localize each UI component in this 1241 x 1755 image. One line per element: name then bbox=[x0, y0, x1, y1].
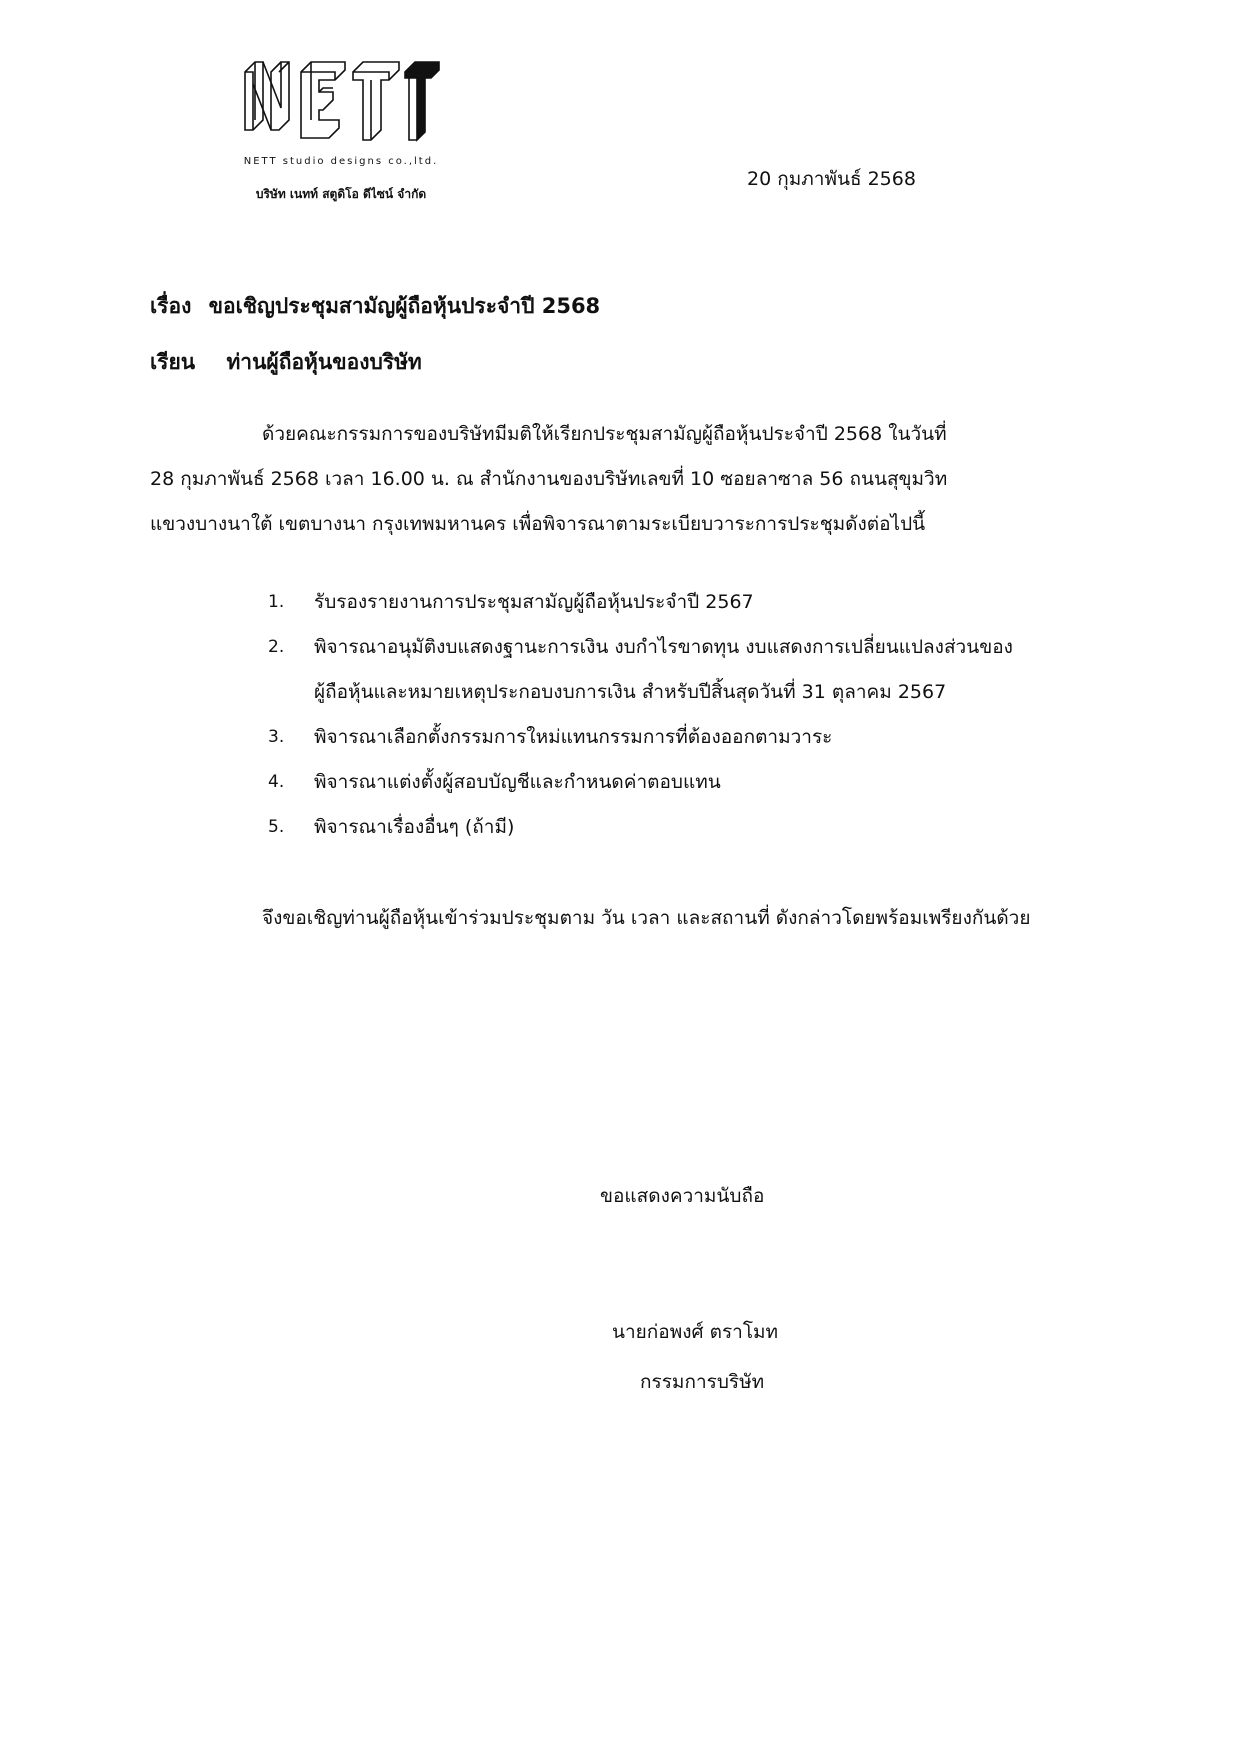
agenda-list bbox=[268, 580, 1088, 850]
agenda-item bbox=[268, 715, 1088, 760]
company-name-thai: บริษัท เนทท์ สตูดิโอ ดีไซน์ จำกัด bbox=[255, 187, 427, 201]
closing-paragraph: จึงขอเชิญท่านผู้ถือหุ้นเข้าร่วมประชุมตาม วัน เวลา และสถานที่ ดังกล่าวโดยพร้อมเพรียงกันด้วย bbox=[262, 907, 1031, 929]
signer-name: นายก่อพงศ์ ตราโมท bbox=[612, 1321, 779, 1343]
agenda-text: พิจารณาเรื่องอื่นๆ (ถ้ามี) bbox=[314, 816, 515, 838]
agenda-item bbox=[268, 760, 1088, 805]
subject-line bbox=[150, 290, 600, 323]
company-tagline: NETT studio designs co.,ltd. bbox=[243, 156, 439, 167]
agenda-number: 5. bbox=[268, 817, 285, 837]
addressee-text: ท่านผู้ถือหุ้นของบริษัท bbox=[226, 350, 422, 374]
letterhead bbox=[225, 58, 457, 204]
agenda-text: พิจารณาอนุมัติงบแสดงฐานะการเงิน งบกำไรขาดทุน งบแสดงการเปลี่ยนแปลงส่วนของ bbox=[314, 636, 1013, 658]
agenda-item bbox=[268, 805, 1088, 850]
agenda-text: ผู้ถือหุ้นและหมายเหตุประกอบงบการเงิน สำหรับปีสิ้นสุดวันที่ 31 ตุลาคม 2567 bbox=[314, 681, 947, 703]
agenda-number: 1. bbox=[268, 592, 285, 612]
subject-label: เรื่อง bbox=[150, 294, 192, 318]
addressee-line bbox=[150, 346, 422, 379]
agenda-item bbox=[268, 580, 1088, 625]
agenda-text: พิจารณาเลือกตั้งกรรมการใหม่แทนกรรมการที่ต้องออกตามวาระ bbox=[314, 726, 833, 748]
body-paragraph bbox=[150, 412, 1090, 547]
body-line: ด้วยคณะกรรมการของบริษัทมีมติให้เรียกประชุมสามัญผู้ถือหุ้นประจำปี 2568 ในวันที่ bbox=[262, 423, 947, 445]
signer-title: กรรมการบริษัท bbox=[640, 1371, 765, 1393]
addressee-label: เรียน bbox=[150, 350, 196, 374]
agenda-number: 4. bbox=[268, 772, 285, 792]
agenda-text: พิจารณาแต่งตั้งผู้สอบบัญชีและกำหนดค่าตอบแทน bbox=[314, 771, 721, 793]
agenda-number: 2. bbox=[268, 637, 285, 657]
body-line: แขวงบางนาใต้ เขตบางนา กรุงเทพมหานคร เพื่อพิจารณาตามระเบียบวาระการประชุมดังต่อไปนี้ bbox=[150, 513, 926, 535]
regards-text: ขอแสดงความนับถือ bbox=[600, 1185, 765, 1207]
body-line: 28 กุมภาพันธ์ 2568 เวลา 16.00 น. ณ สำนักงานของบริษัทเลขที่ 10 ซอยลาซาล 56 ถนนสุขุมวิท bbox=[150, 468, 948, 490]
agenda-item bbox=[268, 625, 1088, 715]
agenda-number: 3. bbox=[268, 727, 285, 747]
agenda-text: รับรองรายงานการประชุมสามัญผู้ถือหุ้นประจำปี 2567 bbox=[314, 591, 754, 613]
nett-logo bbox=[241, 58, 441, 150]
letter-date: 20 กุมภาพันธ์ 2568 bbox=[747, 168, 916, 190]
subject-text: ขอเชิญประชุมสามัญผู้ถือหุ้นประจำปี 2568 bbox=[208, 294, 601, 318]
